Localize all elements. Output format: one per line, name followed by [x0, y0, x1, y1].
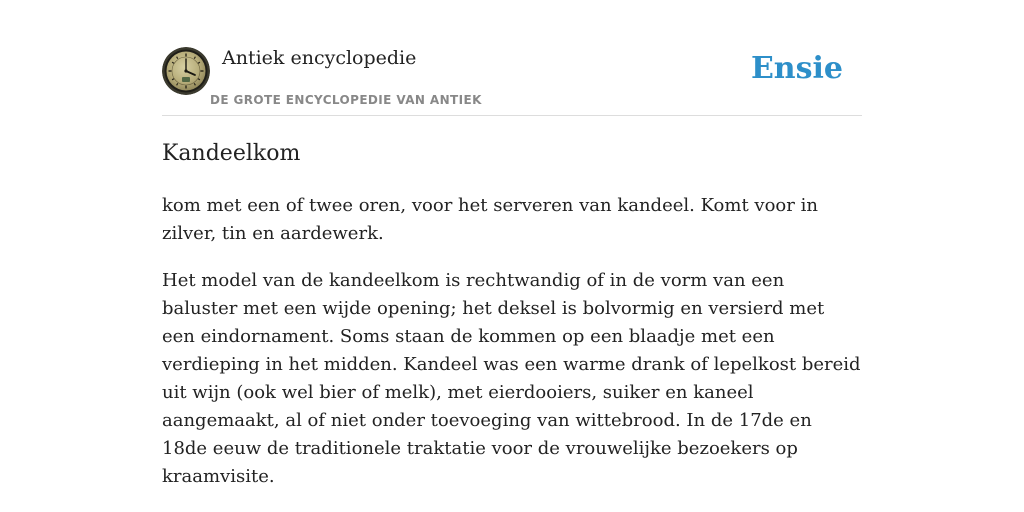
- header: [162, 0, 862, 116]
- definition-paragraph: kom met een of twee oren, voor het serveren van kandeel. Komt voor in zilver, tin en aardewerk.: [162, 195, 818, 244]
- site-title[interactable]: Antiek encyclopedie: [222, 47, 417, 69]
- entry-title: Kandeelkom: [162, 141, 301, 166]
- site-tagline: DE GROTE ENCYCLOPEDIE VAN ANTIEK: [210, 93, 482, 107]
- page: [162, 0, 862, 512]
- definition-paragraph: Het model van de kandeelkom is rechtwandig of in de vorm van een baluster met een wijde opening; het deksel is bolvormig en versierd met een eindornament. Soms staan de kommen op een blaadje met een verdieping in het midden. Kandeel was een warme drank of lepelkost bereid uit wijn (ook wel bier of melk), met eierdooiers, suiker en kaneel aangemaakt, al of niet onder toevoeging van wittebrood. In de 17de en 18de eeuw de traditionele traktatie voor de vrouwelijke bezoekers op kraamvisite.: [162, 270, 861, 487]
- clock-icon[interactable]: [162, 47, 210, 95]
- brand-logo-link[interactable]: Ensie: [750, 51, 843, 86]
